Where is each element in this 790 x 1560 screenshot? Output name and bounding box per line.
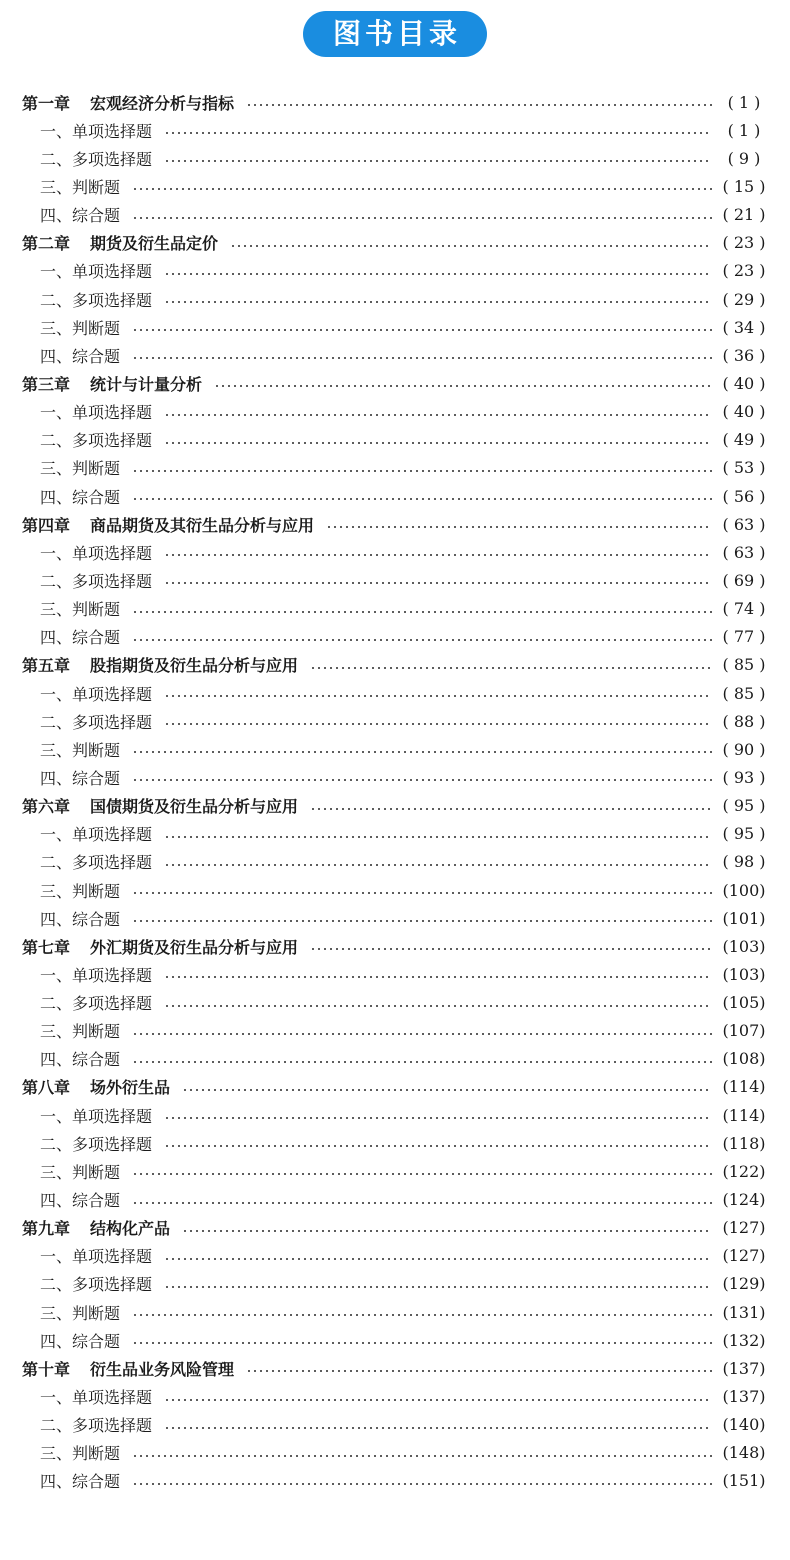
leader-dots — [132, 1314, 712, 1316]
leader-dots — [132, 751, 712, 753]
section-title: 四、综合题 — [40, 1050, 121, 1070]
page-number: ( 63 ) — [722, 514, 766, 534]
page-number: (118) — [722, 1133, 766, 1153]
leader-dots — [214, 385, 712, 387]
section-title: 一、单项选择题 — [40, 1388, 153, 1408]
page-number: (127) — [722, 1246, 766, 1266]
leader-dots — [246, 1370, 712, 1372]
page-number: (131) — [722, 1302, 766, 1322]
section-title: 四、综合题 — [40, 487, 121, 507]
section-title: 二、多项选择题 — [40, 571, 153, 591]
chapter-number: 第六章 — [22, 797, 71, 817]
leader-dots — [164, 1005, 712, 1007]
toc-section-row[interactable] — [22, 116, 768, 144]
chapter-title: 场外衍生品 — [90, 1078, 171, 1098]
toc-section-row[interactable] — [22, 707, 768, 735]
page-number: (103) — [722, 964, 766, 984]
leader-dots — [310, 808, 712, 810]
section-title: 四、综合题 — [40, 1331, 121, 1351]
page-title: 图书目录 — [303, 11, 487, 57]
chapter-number: 第二章 — [22, 234, 71, 254]
toc-section-row[interactable] — [22, 566, 768, 594]
chapter-number: 第八章 — [22, 1078, 71, 1098]
leader-dots — [132, 357, 712, 359]
toc-section-row[interactable] — [22, 201, 768, 229]
section-title: 二、多项选择题 — [40, 1134, 153, 1154]
chapter-title: 衍生品业务风险管理 — [90, 1359, 235, 1379]
leader-dots — [164, 1258, 712, 1260]
page-number: ( 95 ) — [722, 796, 766, 816]
section-title: 一、单项选择题 — [40, 825, 153, 845]
toc-section-row[interactable] — [22, 1382, 768, 1410]
leader-dots — [164, 723, 712, 725]
chapter-number: 第四章 — [22, 515, 71, 535]
leader-dots — [246, 104, 712, 106]
page-number: ( 40 ) — [722, 373, 766, 393]
toc-chapter-row[interactable] — [22, 1214, 768, 1242]
toc-section-row[interactable] — [22, 595, 768, 623]
page-number: (107) — [722, 1021, 766, 1041]
section-title: 四、综合题 — [40, 909, 121, 929]
section-title: 二、多项选择题 — [40, 290, 153, 310]
page-number: ( 23 ) — [722, 233, 766, 253]
page-number: ( 74 ) — [722, 599, 766, 619]
section-title: 二、多项选择题 — [40, 431, 153, 451]
leader-dots — [132, 1173, 712, 1175]
toc-section-row[interactable] — [22, 1017, 768, 1045]
page-number: ( 15 ) — [722, 176, 766, 196]
leader-dots — [132, 1202, 712, 1204]
section-title: 二、多项选择题 — [40, 853, 153, 873]
page-number: ( 98 ) — [722, 852, 766, 872]
page-number: ( 93 ) — [722, 767, 766, 787]
toc-section-row[interactable] — [22, 848, 768, 876]
leader-dots — [230, 245, 712, 247]
section-title: 三、判断题 — [40, 459, 121, 479]
leader-dots — [132, 779, 712, 781]
leader-dots — [164, 1117, 712, 1119]
leader-dots — [164, 1399, 712, 1401]
section-title: 一、单项选择题 — [40, 262, 153, 282]
toc-chapter-row[interactable] — [22, 792, 768, 820]
leader-dots — [164, 160, 712, 162]
toc-chapter-row[interactable] — [22, 1354, 768, 1382]
toc-chapter-row[interactable] — [22, 651, 768, 679]
leader-dots — [164, 582, 712, 584]
toc-chapter-row[interactable] — [22, 1073, 768, 1101]
toc-section-row[interactable] — [22, 820, 768, 848]
page-number: (105) — [722, 993, 766, 1013]
page-number: ( 1 ) — [727, 92, 761, 112]
section-title: 三、判断题 — [40, 1022, 121, 1042]
toc-chapter-row[interactable] — [22, 88, 768, 116]
toc-section-row[interactable] — [22, 1298, 768, 1326]
leader-dots — [164, 554, 712, 556]
section-title: 四、综合题 — [40, 768, 121, 788]
section-title: 三、判断题 — [40, 177, 121, 197]
page-number: ( 34 ) — [722, 317, 766, 337]
leader-dots — [164, 836, 712, 838]
leader-dots — [164, 132, 712, 134]
toc-chapter-row[interactable] — [22, 510, 768, 538]
page-number: ( 49 ) — [722, 430, 766, 450]
toc-section-row[interactable] — [22, 960, 768, 988]
leader-dots — [132, 611, 712, 613]
chapter-title: 股指期货及衍生品分析与应用 — [90, 656, 299, 676]
leader-dots — [132, 217, 712, 219]
section-title: 一、单项选择题 — [40, 403, 153, 423]
leader-dots — [182, 1230, 712, 1232]
toc-section-row[interactable] — [22, 679, 768, 707]
section-title: 一、单项选择题 — [40, 1247, 153, 1267]
page-number: (151) — [722, 1471, 766, 1491]
toc-section-row[interactable] — [22, 426, 768, 454]
leader-dots — [132, 470, 712, 472]
chapter-number: 第一章 — [22, 93, 71, 113]
toc-section-row[interactable] — [22, 1467, 768, 1495]
leader-dots — [310, 948, 712, 950]
toc-section-row[interactable] — [22, 172, 768, 200]
page-number: ( 21 ) — [722, 205, 766, 225]
page-number: ( 85 ) — [722, 655, 766, 675]
toc-section-row[interactable] — [22, 1185, 768, 1213]
chapter-title: 结构化产品 — [90, 1219, 171, 1239]
page-number: (114) — [722, 1105, 766, 1125]
section-title: 二、多项选择题 — [40, 712, 153, 732]
leader-dots — [164, 273, 712, 275]
page-number: (148) — [722, 1443, 766, 1463]
toc-chapter-row[interactable] — [22, 932, 768, 960]
toc-section-row[interactable] — [22, 482, 768, 510]
toc-section-row[interactable] — [22, 454, 768, 482]
chapter-number: 第五章 — [22, 656, 71, 676]
toc-section-row[interactable] — [22, 1045, 768, 1073]
leader-dots — [132, 329, 712, 331]
section-title: 四、综合题 — [40, 628, 121, 648]
toc-section-row[interactable] — [22, 398, 768, 426]
page-number: (137) — [722, 1358, 766, 1378]
section-title: 二、多项选择题 — [40, 1275, 153, 1295]
toc-section-row[interactable] — [22, 257, 768, 285]
leader-dots — [132, 920, 712, 922]
section-title: 一、单项选择题 — [40, 684, 153, 704]
toc-section-row[interactable] — [22, 1411, 768, 1439]
page-number: (108) — [722, 1049, 766, 1069]
toc-section-row[interactable] — [22, 313, 768, 341]
toc-section-row[interactable] — [22, 144, 768, 172]
section-title: 二、多项选择题 — [40, 1416, 153, 1436]
page-number: ( 23 ) — [722, 261, 766, 281]
leader-dots — [164, 442, 712, 444]
leader-dots — [164, 864, 712, 866]
toc-chapter-row[interactable] — [22, 369, 768, 397]
page-number: (129) — [722, 1274, 766, 1294]
leader-dots — [164, 1427, 712, 1429]
leader-dots — [164, 1286, 712, 1288]
leader-dots — [164, 976, 712, 978]
page-number: ( 77 ) — [722, 627, 766, 647]
section-title: 三、判断题 — [40, 1444, 121, 1464]
section-title: 二、多项选择题 — [40, 149, 153, 169]
page-number: ( 40 ) — [722, 402, 766, 422]
section-title: 四、综合题 — [40, 1472, 121, 1492]
chapter-title: 外汇期货及衍生品分析与应用 — [90, 937, 299, 957]
chapter-number: 第七章 — [22, 937, 71, 957]
section-title: 三、判断题 — [40, 881, 121, 901]
toc-section-row[interactable] — [22, 1129, 768, 1157]
page-number: (140) — [722, 1415, 766, 1435]
chapter-number: 第三章 — [22, 374, 71, 394]
chapter-title: 国债期货及衍生品分析与应用 — [90, 797, 299, 817]
page-number: (127) — [722, 1218, 766, 1238]
toc-chapter-row[interactable] — [22, 229, 768, 257]
page-number: ( 36 ) — [722, 345, 766, 365]
chapter-title: 统计与计量分析 — [90, 374, 203, 394]
toc-section-row[interactable] — [22, 735, 768, 763]
leader-dots — [132, 639, 712, 641]
toc-section-row[interactable] — [22, 1242, 768, 1270]
section-title: 三、判断题 — [40, 1303, 121, 1323]
leader-dots — [310, 667, 712, 669]
header — [0, 10, 790, 58]
page-number: ( 85 ) — [722, 683, 766, 703]
page-number: ( 90 ) — [722, 739, 766, 759]
page-number: ( 88 ) — [722, 711, 766, 731]
toc-section-row[interactable] — [22, 538, 768, 566]
toc-section-row[interactable] — [22, 623, 768, 651]
leader-dots — [164, 1145, 712, 1147]
page-number: (103) — [722, 936, 766, 956]
section-title: 三、判断题 — [40, 740, 121, 760]
leader-dots — [164, 301, 712, 303]
leader-dots — [132, 892, 712, 894]
toc-section-row[interactable] — [22, 1439, 768, 1467]
section-title: 一、单项选择题 — [40, 543, 153, 563]
leader-dots — [132, 1061, 712, 1063]
toc-section-row[interactable] — [22, 1326, 768, 1354]
page-number: ( 9 ) — [727, 148, 761, 168]
page-number: ( 1 ) — [727, 120, 761, 140]
page-number: (132) — [722, 1330, 766, 1350]
leader-dots — [132, 1342, 712, 1344]
leader-dots — [182, 1089, 712, 1091]
page-number: ( 53 ) — [722, 458, 766, 478]
page-number: ( 69 ) — [722, 570, 766, 590]
page-number: (114) — [722, 1077, 766, 1097]
toc-section-row[interactable] — [22, 1101, 768, 1129]
section-title: 三、判断题 — [40, 318, 121, 338]
page-number: (100) — [722, 880, 766, 900]
leader-dots — [132, 498, 712, 500]
leader-dots — [132, 188, 712, 190]
chapter-title: 期货及衍生品定价 — [90, 234, 219, 254]
page-number: (137) — [722, 1387, 766, 1407]
toc-section-row[interactable] — [22, 876, 768, 904]
section-title: 四、综合题 — [40, 206, 121, 226]
leader-dots — [132, 1033, 712, 1035]
page-number: ( 56 ) — [722, 486, 766, 506]
leader-dots — [164, 695, 712, 697]
section-title: 四、综合题 — [40, 346, 121, 366]
chapter-title: 宏观经济分析与指标 — [90, 93, 235, 113]
leader-dots — [326, 526, 712, 528]
table-of-contents — [22, 88, 768, 1495]
page-number: ( 63 ) — [722, 542, 766, 562]
toc-section-row[interactable] — [22, 989, 768, 1017]
page-number: (122) — [722, 1161, 766, 1181]
page-number: ( 29 ) — [722, 289, 766, 309]
leader-dots — [132, 1455, 712, 1457]
leader-dots — [164, 414, 712, 416]
toc-section-row[interactable] — [22, 285, 768, 313]
chapter-number: 第九章 — [22, 1219, 71, 1239]
toc-section-row[interactable] — [22, 763, 768, 791]
section-title: 一、单项选择题 — [40, 121, 153, 141]
chapter-title: 商品期货及其衍生品分析与应用 — [90, 515, 315, 535]
page-number: (124) — [722, 1190, 766, 1210]
leader-dots — [132, 1483, 712, 1485]
section-title: 二、多项选择题 — [40, 994, 153, 1014]
page-number: (101) — [722, 908, 766, 928]
section-title: 一、单项选择题 — [40, 965, 153, 985]
toc-section-row[interactable] — [22, 904, 768, 932]
section-title: 三、判断题 — [40, 600, 121, 620]
chapter-number: 第十章 — [22, 1359, 71, 1379]
toc-section-row[interactable] — [22, 341, 768, 369]
page-number: ( 95 ) — [722, 824, 766, 844]
toc-section-row[interactable] — [22, 1270, 768, 1298]
section-title: 四、综合题 — [40, 1191, 121, 1211]
toc-section-row[interactable] — [22, 1157, 768, 1185]
section-title: 三、判断题 — [40, 1162, 121, 1182]
section-title: 一、单项选择题 — [40, 1106, 153, 1126]
